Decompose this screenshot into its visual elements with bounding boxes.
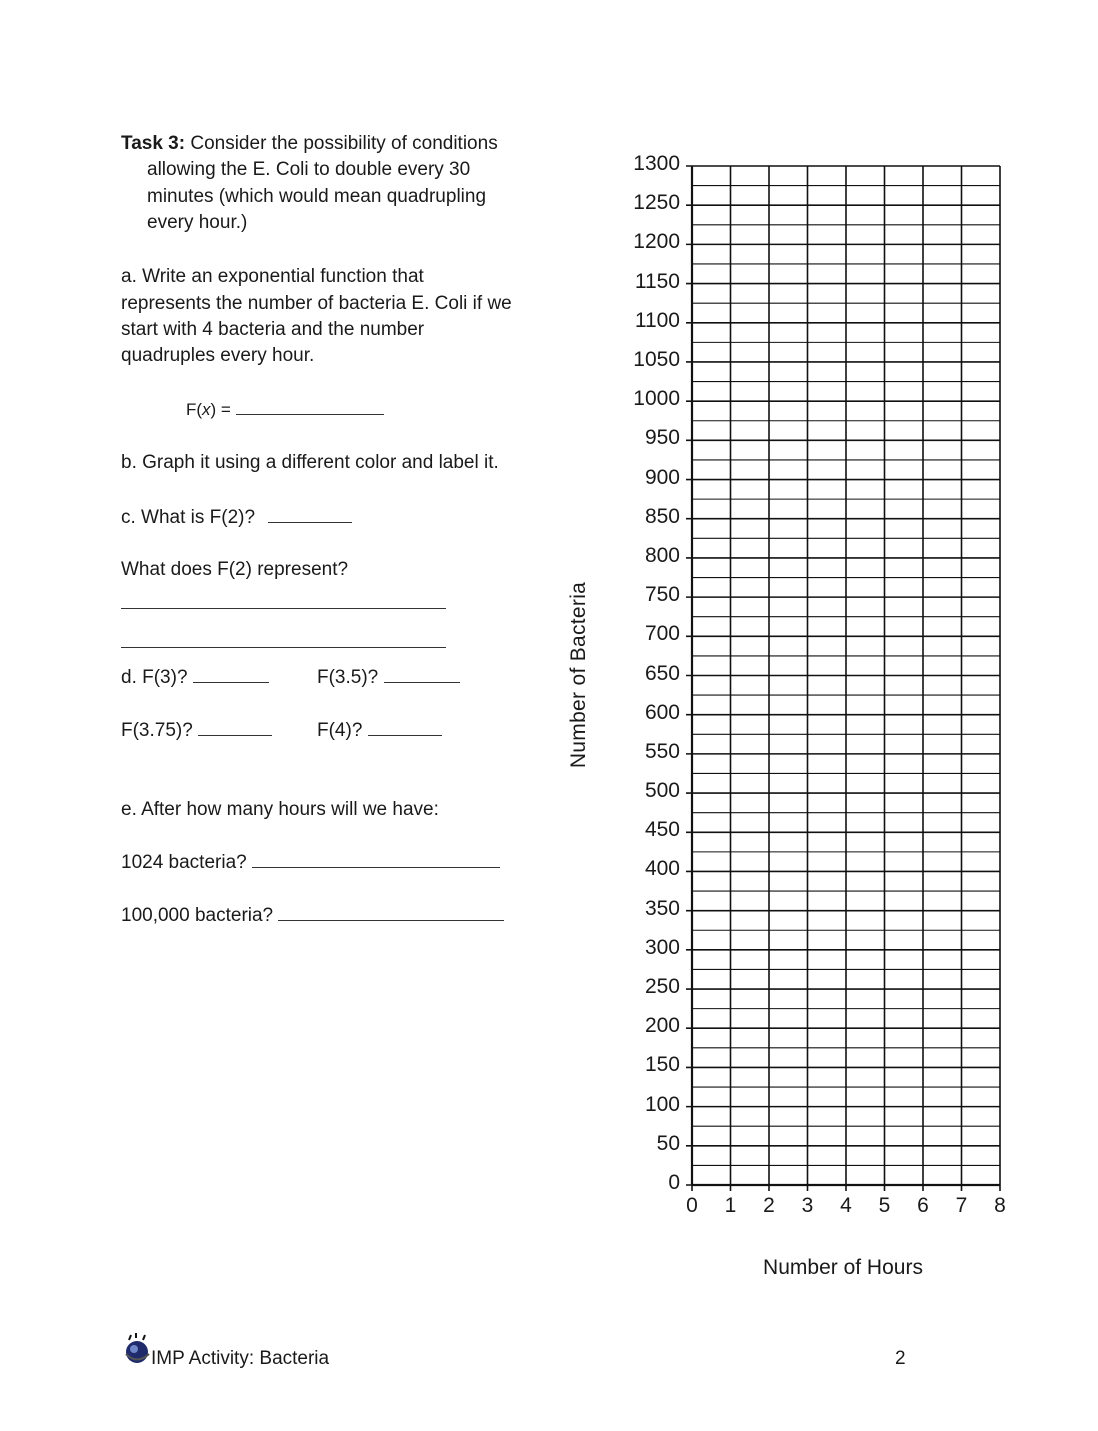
y-tick-label: 850 [644,504,680,528]
y-tick-label: 650 [644,661,680,685]
y-tick-label: 300 [644,935,680,959]
part-a-line-4: quadruples every hour. [121,345,315,366]
y-tick-label: 250 [644,975,680,999]
function-answer-row: F(x) = [186,396,384,423]
part-d-q1-row: d. F(3)? [121,664,269,691]
y-tick-label: 400 [644,857,680,881]
task-intro-line-1: Task 3: Consider the possibility of conditions [121,133,498,154]
y-tick-label: 350 [644,896,680,920]
task-intro-line-3: minutes (which would mean quadrupling [147,186,487,207]
task-intro-line-4: every hour.) [147,212,248,233]
x-tick-label: 4 [840,1194,852,1217]
y-tick-label: 750 [644,583,680,607]
part-d-q4-row: F(4)? [317,717,442,744]
y-tick-label: 450 [644,818,680,842]
y-tick-label: 1300 [633,152,680,175]
part-e-q2-row: 100,000 bacteria? [121,902,504,929]
x-tick-label: 0 [686,1194,698,1217]
y-tick-label: 100 [644,1092,680,1116]
part-e-question: e. After how many hours will we have: [121,799,439,820]
part-d-q3-row: F(3.75)? [121,717,272,744]
y-tick-label: 550 [644,739,680,763]
y-tick-label: 0 [668,1171,680,1194]
task-intro-line-2: allowing the E. Coli to double every 30 [147,159,471,180]
x-tick-label: 2 [763,1194,775,1217]
y-tick-label: 150 [644,1053,680,1077]
y-tick-label: 1050 [633,347,680,371]
y-tick-label: 600 [644,700,680,724]
y-tick-label: 900 [644,465,680,489]
imp-logo-icon [122,1332,154,1366]
x-tick-label: 3 [801,1194,814,1217]
part-a-line-1: a. Write an exponential function that [121,266,424,287]
footer-label: IMP Activity: Bacteria [151,1348,330,1369]
page-number: 2 [895,1348,906,1369]
x-tick-label: 7 [955,1194,968,1217]
part-c-row: c. What is F(2)? [121,504,352,531]
y-tick-label: 800 [644,543,680,567]
part-a-line-3: start with 4 bacteria and the number [121,319,425,340]
part-c-followup: What does F(2) represent? [121,559,349,580]
y-tick-label: 50 [656,1131,680,1155]
y-tick-label: 500 [644,779,680,803]
x-tick-label: 8 [994,1194,1006,1217]
x-tick-label: 1 [724,1194,737,1217]
x-axis-label: Number of Hours [763,1256,923,1279]
y-tick-label: 1000 [633,387,680,411]
y-tick-label: 950 [644,426,680,450]
y-tick-label: 1200 [633,230,680,254]
y-tick-label: 200 [644,1014,680,1038]
part-e-q1-row: 1024 bacteria? [121,849,500,876]
part-a-line-2: represents the number of bacteria E. Coli if we [121,293,512,314]
y-tick-label: 1250 [633,191,680,215]
x-tick-label: 5 [878,1194,891,1217]
y-tick-label: 1150 [634,269,680,293]
part-b-text: b. Graph it using a different color and label it. [121,452,499,473]
part-d-q2-row: F(3.5)? [317,664,460,691]
y-tick-label: 1100 [634,308,680,332]
x-tick-label: 6 [917,1194,929,1217]
y-tick-label: 700 [644,622,680,646]
y-axis-label: Number of Bacteria [567,581,590,769]
task-title: Task 3: [121,133,186,154]
